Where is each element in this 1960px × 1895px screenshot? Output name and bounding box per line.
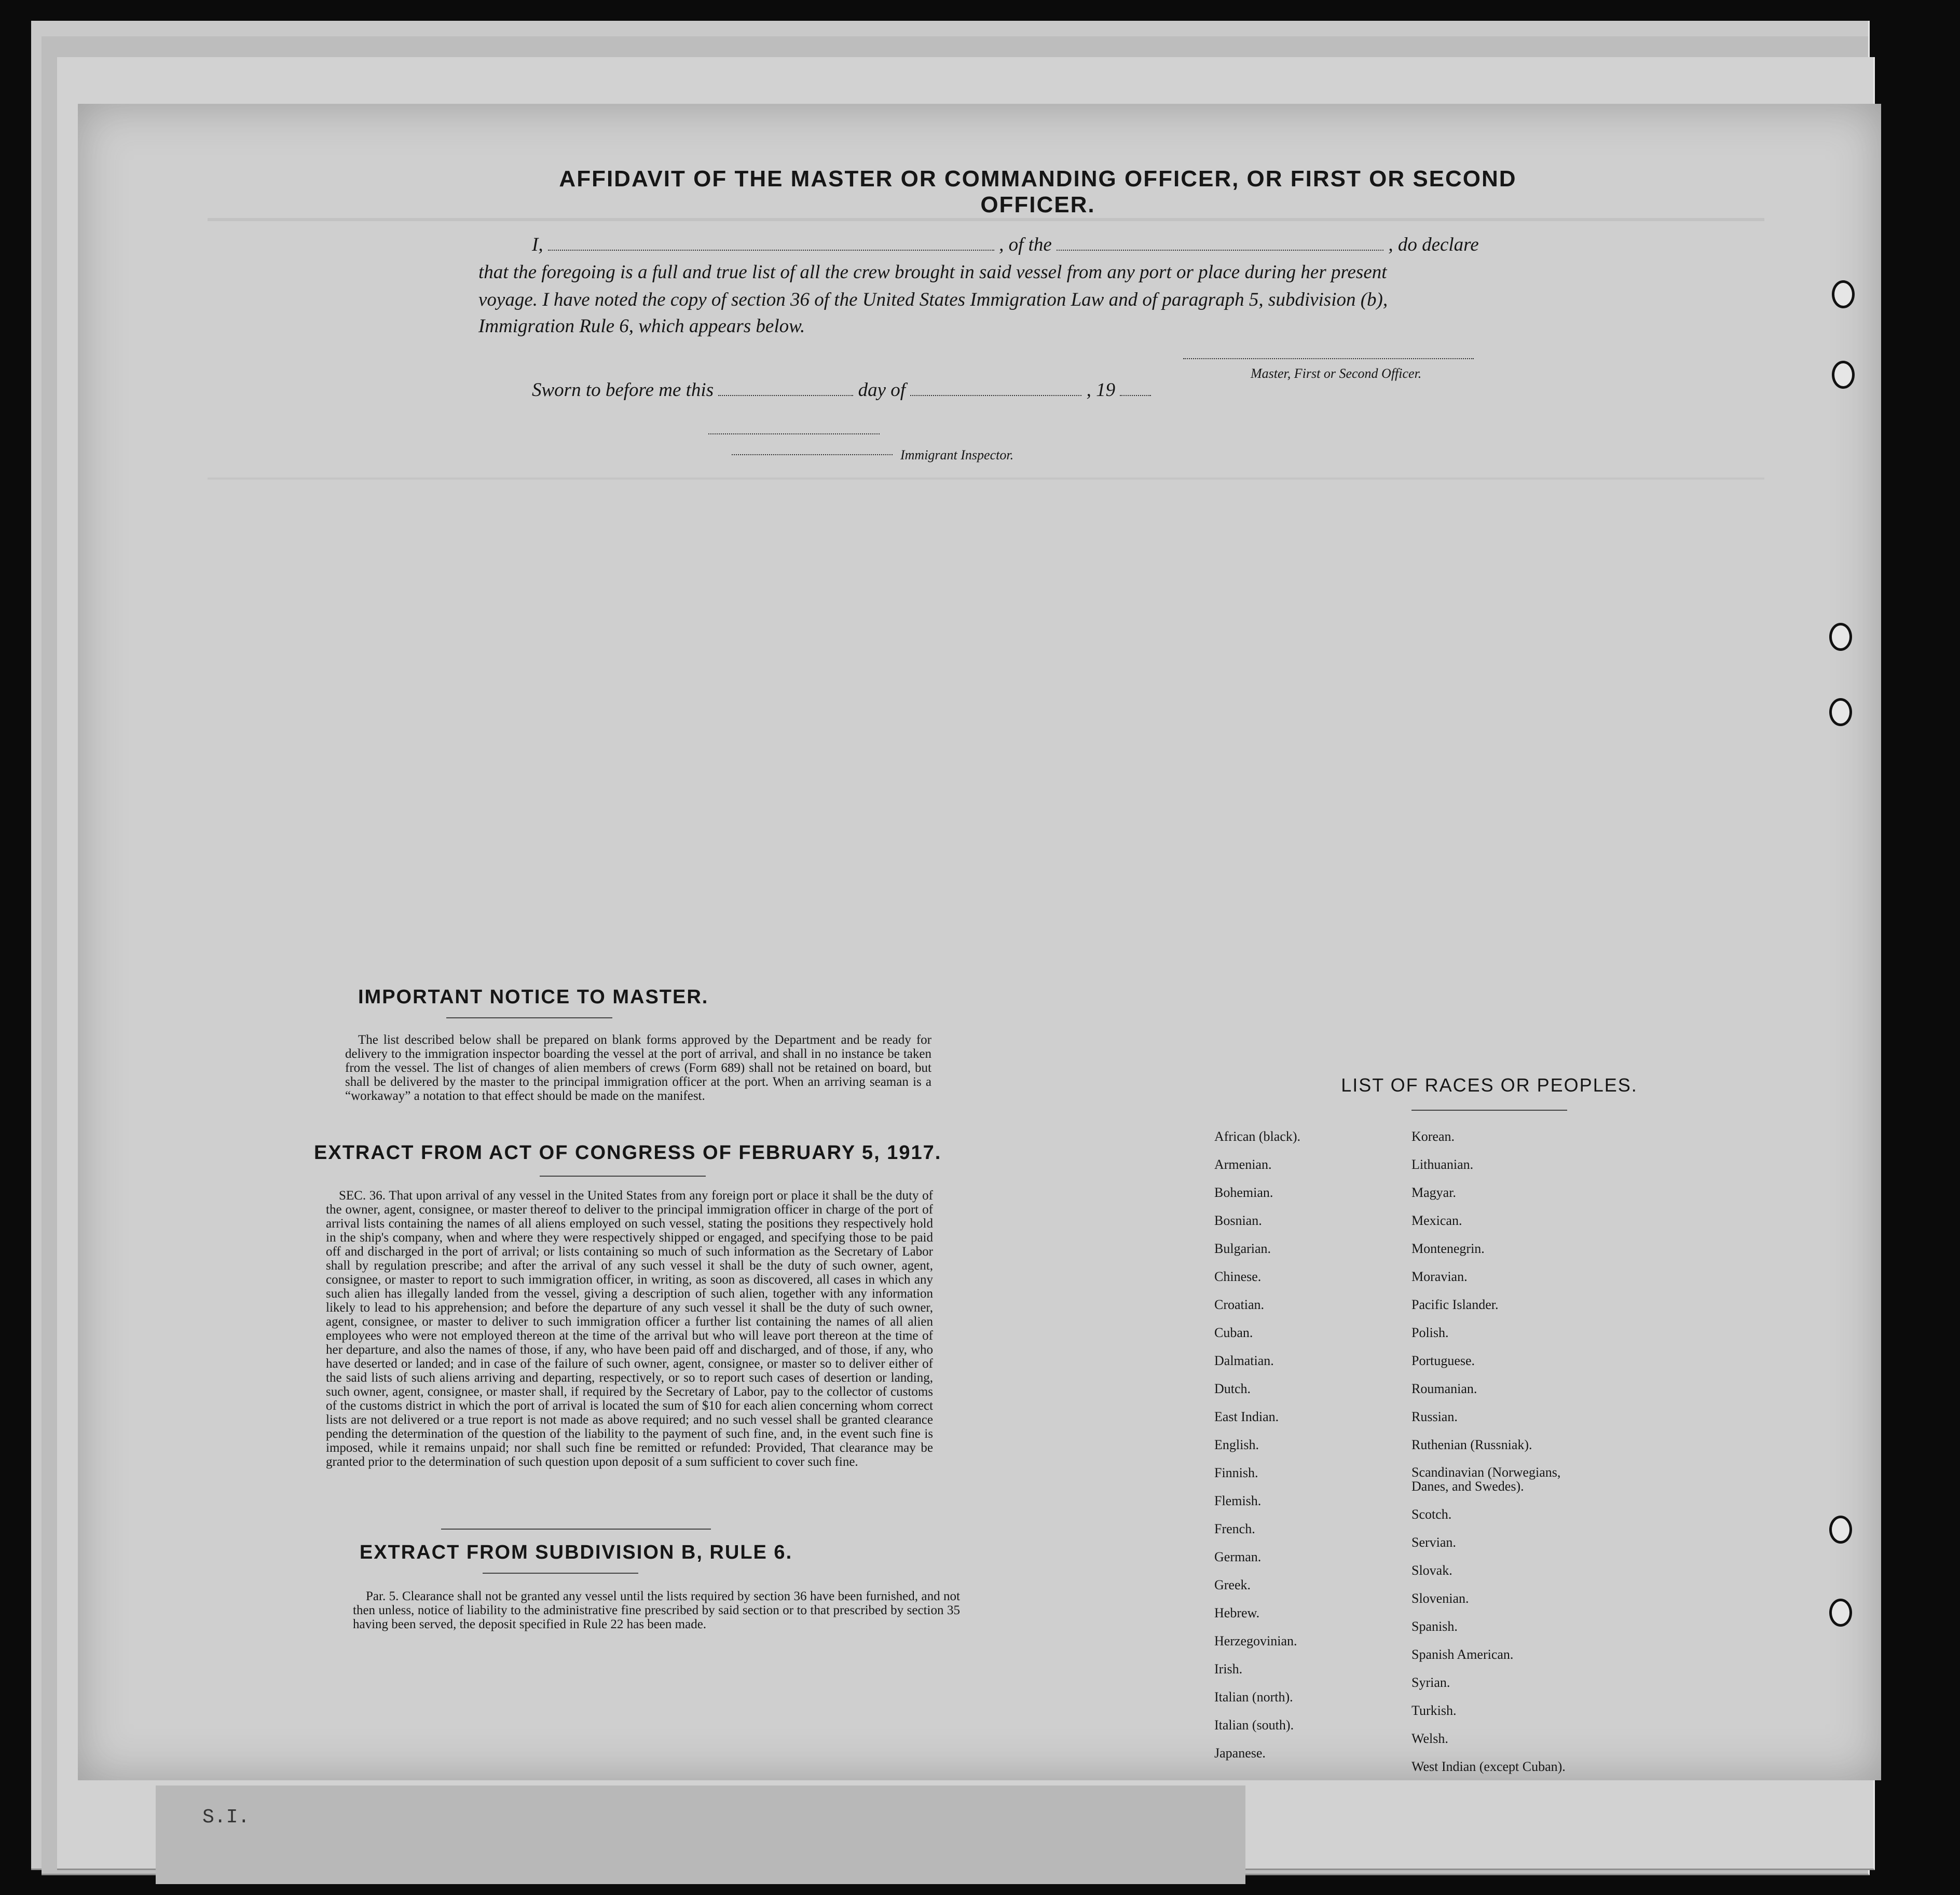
race-item: Polish.: [1411, 1325, 1449, 1340]
race-item: Chinese.: [1214, 1269, 1262, 1284]
rule-divider: [441, 1529, 711, 1530]
affidavit-i: I,: [532, 234, 543, 255]
notice-rule: [446, 1017, 612, 1018]
race-item: Roumanian.: [1411, 1381, 1477, 1396]
race-item: Dalmatian.: [1214, 1353, 1274, 1368]
race-item: Bulgarian.: [1214, 1241, 1271, 1256]
race-item: Mexican.: [1411, 1213, 1462, 1228]
race-item: Lithuanian.: [1411, 1157, 1474, 1172]
races-column-1: [1214, 1129, 1300, 1774]
race-item: German.: [1214, 1549, 1262, 1564]
rule-text: Par. 5. Clearance shall not be granted any vessel until the lists required by section 36 have been furnished, and not then unless, notice of liability to the administrative fine prescribed by said section or to that prescribed by section 35 having been served, the deposit specified in Rule 22 has been made.: [353, 1589, 960, 1631]
punch-hole-icon: [1829, 623, 1852, 651]
race-item: Flemish.: [1214, 1493, 1262, 1508]
bleed-through-mark: [208, 478, 1764, 480]
punch-hole-icon: [1832, 280, 1855, 308]
act-title: EXTRACT FROM ACT OF CONGRESS OF FEBRUARY 5, 1917.: [314, 1142, 942, 1164]
affidavit-of-the: , of the: [999, 234, 1052, 255]
rule-underline: [483, 1573, 638, 1574]
race-item: Irish.: [1214, 1661, 1243, 1676]
race-item: Greek.: [1214, 1577, 1251, 1592]
race-item: Slovenian.: [1411, 1591, 1469, 1606]
race-item: West Indian (except Cuban).: [1411, 1759, 1566, 1774]
race-item: Dutch.: [1214, 1381, 1251, 1396]
affidavit-line-2: that the foregoing is a full and true list of all the crew brought in said vessel from any port or place during her present: [478, 262, 1387, 283]
race-item: Bohemian.: [1214, 1185, 1273, 1200]
bleed-through-mark: [208, 218, 1764, 221]
act-text: SEC. 36. That upon arrival of any vessel in the United States from any foreign port or place it shall be the duty of the owner, agent, consignee, or master thereof to deliver to the principal immigration officer in charge of the port of arrival lists containing the names of all aliens employed on such vessel, stating the positions they respectively hold in the ship's company, when and where they were respectively shipped or engaged, and specifying those to be paid off and discharged in the port of arrival; or lists containing so much of such information as the Secretary of Labor shall by regulation prescribe; and after the arrival of any such vessel it shall be the duty of such owner, agent, consignee, or master to report to such immigration officer, in writing, as soon as discovered, all cases in which any such alien has illegally landed from the vessel, giving a description of such alien, together with any information likely to lead to his apprehension; and before the departure of any such vessel it shall be the duty of such owner, agent, consignee, or master to deliver to such immigration officer a further list containing the names of all alien employees who were not employed thereon at the time of the arrival but who will leave port thereon at the time of her departure, and also the names of those, if any, who have been paid off and discharged, and of those, if any, who have deserted or landed; and in case of the failure of such owner, agent, consignee, or master so to deliver either of the said lists of such aliens arriving and departing, respectively, or so to report such cases of desertion or landing, such owner, agent, consignee, or master shall, if required by the Secretary of Labor, pay to the collector of customs of the customs district in which the port of arrival is located the sum of $10 for each alien concerning whom correct lists are not delivered or a true report is not made as above required; and no such vessel shall be granted clearance pending the determination of the question of the liability to the payment of such fine, and, in the event such fine is imposed, while it remains unpaid; nor shall such fine be remitted or refunded: Provided, That clearance may be granted prior to the determination of such question upon deposit of a sum sufficient to cover such fine.: [326, 1189, 933, 1469]
race-item: Finnish.: [1214, 1465, 1258, 1480]
race-item: Slovak.: [1411, 1563, 1452, 1578]
officer-name-blank: [548, 250, 994, 251]
races-column-2: [1411, 1129, 1598, 1787]
race-item: Syrian.: [1411, 1675, 1450, 1690]
race-item: African (black).: [1214, 1129, 1301, 1144]
sworn-year-prefix: , 19: [1086, 379, 1116, 401]
race-item: Italian (south).: [1214, 1717, 1294, 1733]
punch-hole-icon: [1829, 1516, 1852, 1544]
race-item: Italian (north).: [1214, 1689, 1293, 1705]
race-item: Montenegrin.: [1411, 1241, 1485, 1256]
race-item: Scandinavian (Norwegians, Danes, and Swedes).: [1411, 1465, 1561, 1494]
race-item: Turkish.: [1411, 1703, 1457, 1718]
sworn-day-of: day of: [858, 379, 906, 401]
master-signature-line: [1183, 358, 1474, 359]
punch-hole-icon: [1829, 698, 1852, 726]
race-item: Portuguese.: [1411, 1353, 1475, 1368]
race-item: Japanese.: [1214, 1746, 1266, 1761]
race-item: English.: [1214, 1437, 1259, 1452]
inspector-signature-line-2: [732, 454, 893, 455]
rule-title: EXTRACT FROM SUBDIVISION B, RULE 6.: [359, 1542, 793, 1563]
race-item: French.: [1214, 1521, 1255, 1536]
underlying-page-text: S.I.: [202, 1806, 250, 1829]
punch-hole-icon: [1829, 1599, 1852, 1627]
race-item: Magyar.: [1411, 1185, 1456, 1200]
races-rule: [1411, 1110, 1567, 1111]
punch-hole-icon: [1832, 361, 1855, 389]
inspector-label: Immigrant Inspector.: [900, 447, 1014, 462]
affidavit-do-declare: , do declare: [1388, 234, 1479, 255]
notice-text: The list described below shall be prepared on blank forms approved by the Department and be ready for delivery to the immigration inspector boarding the vessel at the port of arrival, and shall in no instance be taken from the vessel. The list of changes of alien members of crews (Form 689) shall not be retained on board, but shall be delivered by the master to the principal immigration officer at the port. When an arriving seaman is a “workaway” a notation to that effect should be made on the manifest.: [345, 1033, 931, 1103]
race-item: Korean.: [1411, 1129, 1455, 1144]
sworn-day-blank: [718, 395, 853, 396]
race-item: Welsh.: [1411, 1731, 1448, 1746]
affidavit-title: AFFIDAVIT OF THE MASTER OR COMMANDING OFFICER, OR FIRST OR SECOND OFFICER.: [559, 166, 1517, 217]
sworn-line: [532, 379, 1151, 401]
race-item: Armenian.: [1214, 1157, 1272, 1172]
race-item: Pacific Islander.: [1411, 1297, 1499, 1312]
notice-title: IMPORTANT NOTICE TO MASTER.: [358, 986, 709, 1008]
race-item: Bosnian.: [1214, 1213, 1262, 1228]
race-item: Servian.: [1411, 1535, 1456, 1550]
form-page: [78, 104, 1881, 1780]
race-item: East Indian.: [1214, 1409, 1279, 1424]
races-title: LIST OF RACES OR PEOPLES.: [1341, 1074, 1638, 1096]
race-item: Russian.: [1411, 1409, 1458, 1424]
race-item: Spanish.: [1411, 1619, 1458, 1634]
race-item: Croatian.: [1214, 1297, 1265, 1312]
master-signature-label: Master, First or Second Officer.: [1251, 366, 1422, 381]
race-item: Scotch.: [1411, 1507, 1452, 1522]
sworn-text: Sworn to before me this: [532, 379, 714, 401]
race-item: Ruthenian (Russniak).: [1411, 1437, 1532, 1452]
race-item: Cuban.: [1214, 1325, 1253, 1340]
race-item: Hebrew.: [1214, 1605, 1260, 1620]
act-rule: [540, 1176, 706, 1177]
sworn-year-blank: [1120, 395, 1151, 396]
affidavit-line-4: Immigration Rule 6, which appears below.: [478, 316, 805, 337]
affidavit-declaration-line: [532, 234, 1479, 256]
vessel-name-blank: [1057, 250, 1383, 251]
underlying-page-edge: [156, 1785, 1245, 1884]
sworn-month-blank: [910, 395, 1081, 396]
race-item: Herzegovinian.: [1214, 1633, 1297, 1648]
race-item: Spanish American.: [1411, 1647, 1514, 1662]
affidavit-line-3: voyage. I have noted the copy of section 36 of the United States Immigration Law and of paragraph 5, subdivision (b),: [478, 289, 1388, 310]
inspector-signature-line-1: [708, 433, 880, 434]
race-item: Moravian.: [1411, 1269, 1468, 1284]
